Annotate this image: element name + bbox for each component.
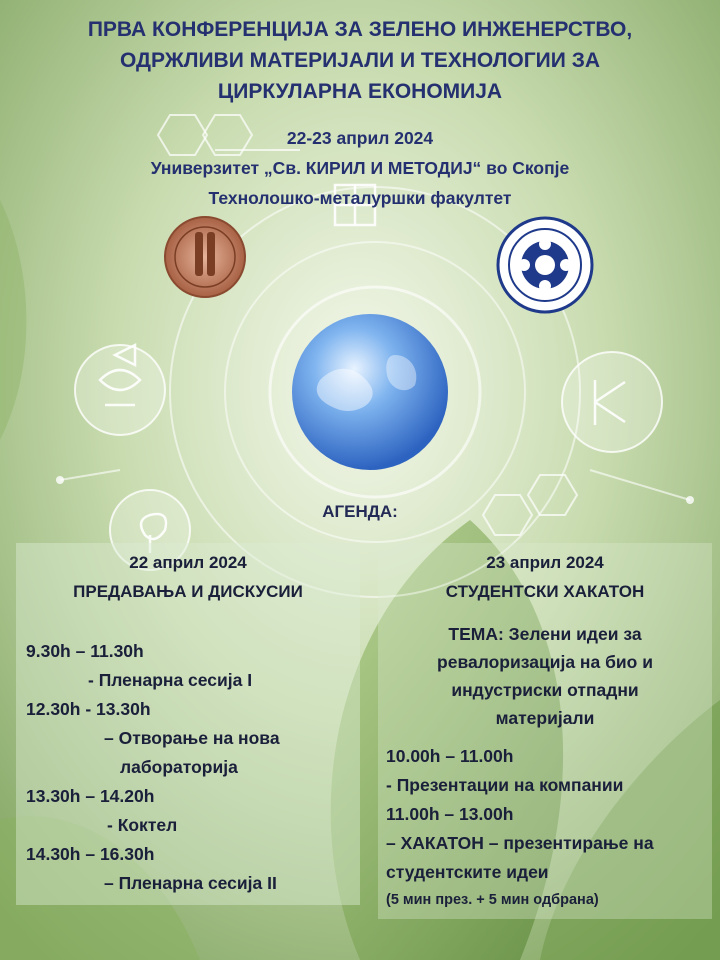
windmill-icon	[562, 352, 662, 452]
day1-line: 9.30h – 11.30h	[26, 641, 144, 661]
title-line: ПРВА КОНФЕРЕНЦИЈА ЗА ЗЕЛЕНО ИНЖЕНЕРСТВО,	[87, 18, 633, 41]
university-seal-icon	[165, 217, 245, 297]
day2-line: 10.00h – 11.00h	[386, 746, 514, 766]
title-line: ОДРЖЛИВИ МАТЕРИЈАЛИ И ТЕХНОЛОГИИ ЗА	[119, 49, 601, 72]
day2-theme-line: ТЕМА: Зелени идеи за	[448, 624, 642, 644]
university-name: Универзитет „Св. КИРИЛ И МЕТОДИЈ“ во Скопје	[150, 158, 570, 178]
agenda-heading: АГЕНДА:	[322, 502, 398, 521]
day2-theme-line: индустриски отпадни	[451, 680, 639, 700]
day1-line: 13.30h – 14.20h	[26, 786, 155, 806]
day2-line: - Презентации на компании	[386, 775, 624, 795]
day1-line: 12.30h - 13.30h	[26, 699, 151, 719]
day1-line: лабораторија	[120, 757, 238, 777]
day2-line: – ХАКАТОН – презентирање на	[386, 833, 654, 853]
day2-note: (5 мин през. + 5 мин одбрана)	[386, 892, 599, 908]
day1-heading: ПРЕДАВАЊА И ДИСКУСИИ	[73, 582, 303, 601]
day2-theme-line: материјали	[495, 708, 595, 728]
day2-line: 11.00h – 13.00h	[386, 804, 514, 824]
day1-line: - Пленарна сесија I	[88, 670, 253, 690]
day1-line: – Отворање на нова	[104, 728, 280, 748]
faculty-name: Технолошко-металуршки факултет	[208, 188, 512, 208]
title-line: ЦИРКУЛАРНА ЕКОНОМИЈА	[217, 80, 503, 103]
day2-date: 23 април 2024	[486, 553, 604, 572]
day1-date: 22 април 2024	[129, 553, 247, 572]
conference-date: 22-23 април 2024	[286, 128, 434, 148]
day2-line: студентските идеи	[386, 862, 549, 882]
day2-theme-line: ревалоризација на био и	[437, 652, 653, 672]
day1-line: 14.30h – 16.30h	[26, 844, 155, 864]
day2-heading: СТУДЕНТСКИ ХАКАТОН	[445, 582, 645, 601]
conference-title	[40, 14, 680, 107]
day1-line: - Коктел	[107, 815, 178, 835]
day1-line: – Пленарна сесија II	[104, 873, 277, 893]
